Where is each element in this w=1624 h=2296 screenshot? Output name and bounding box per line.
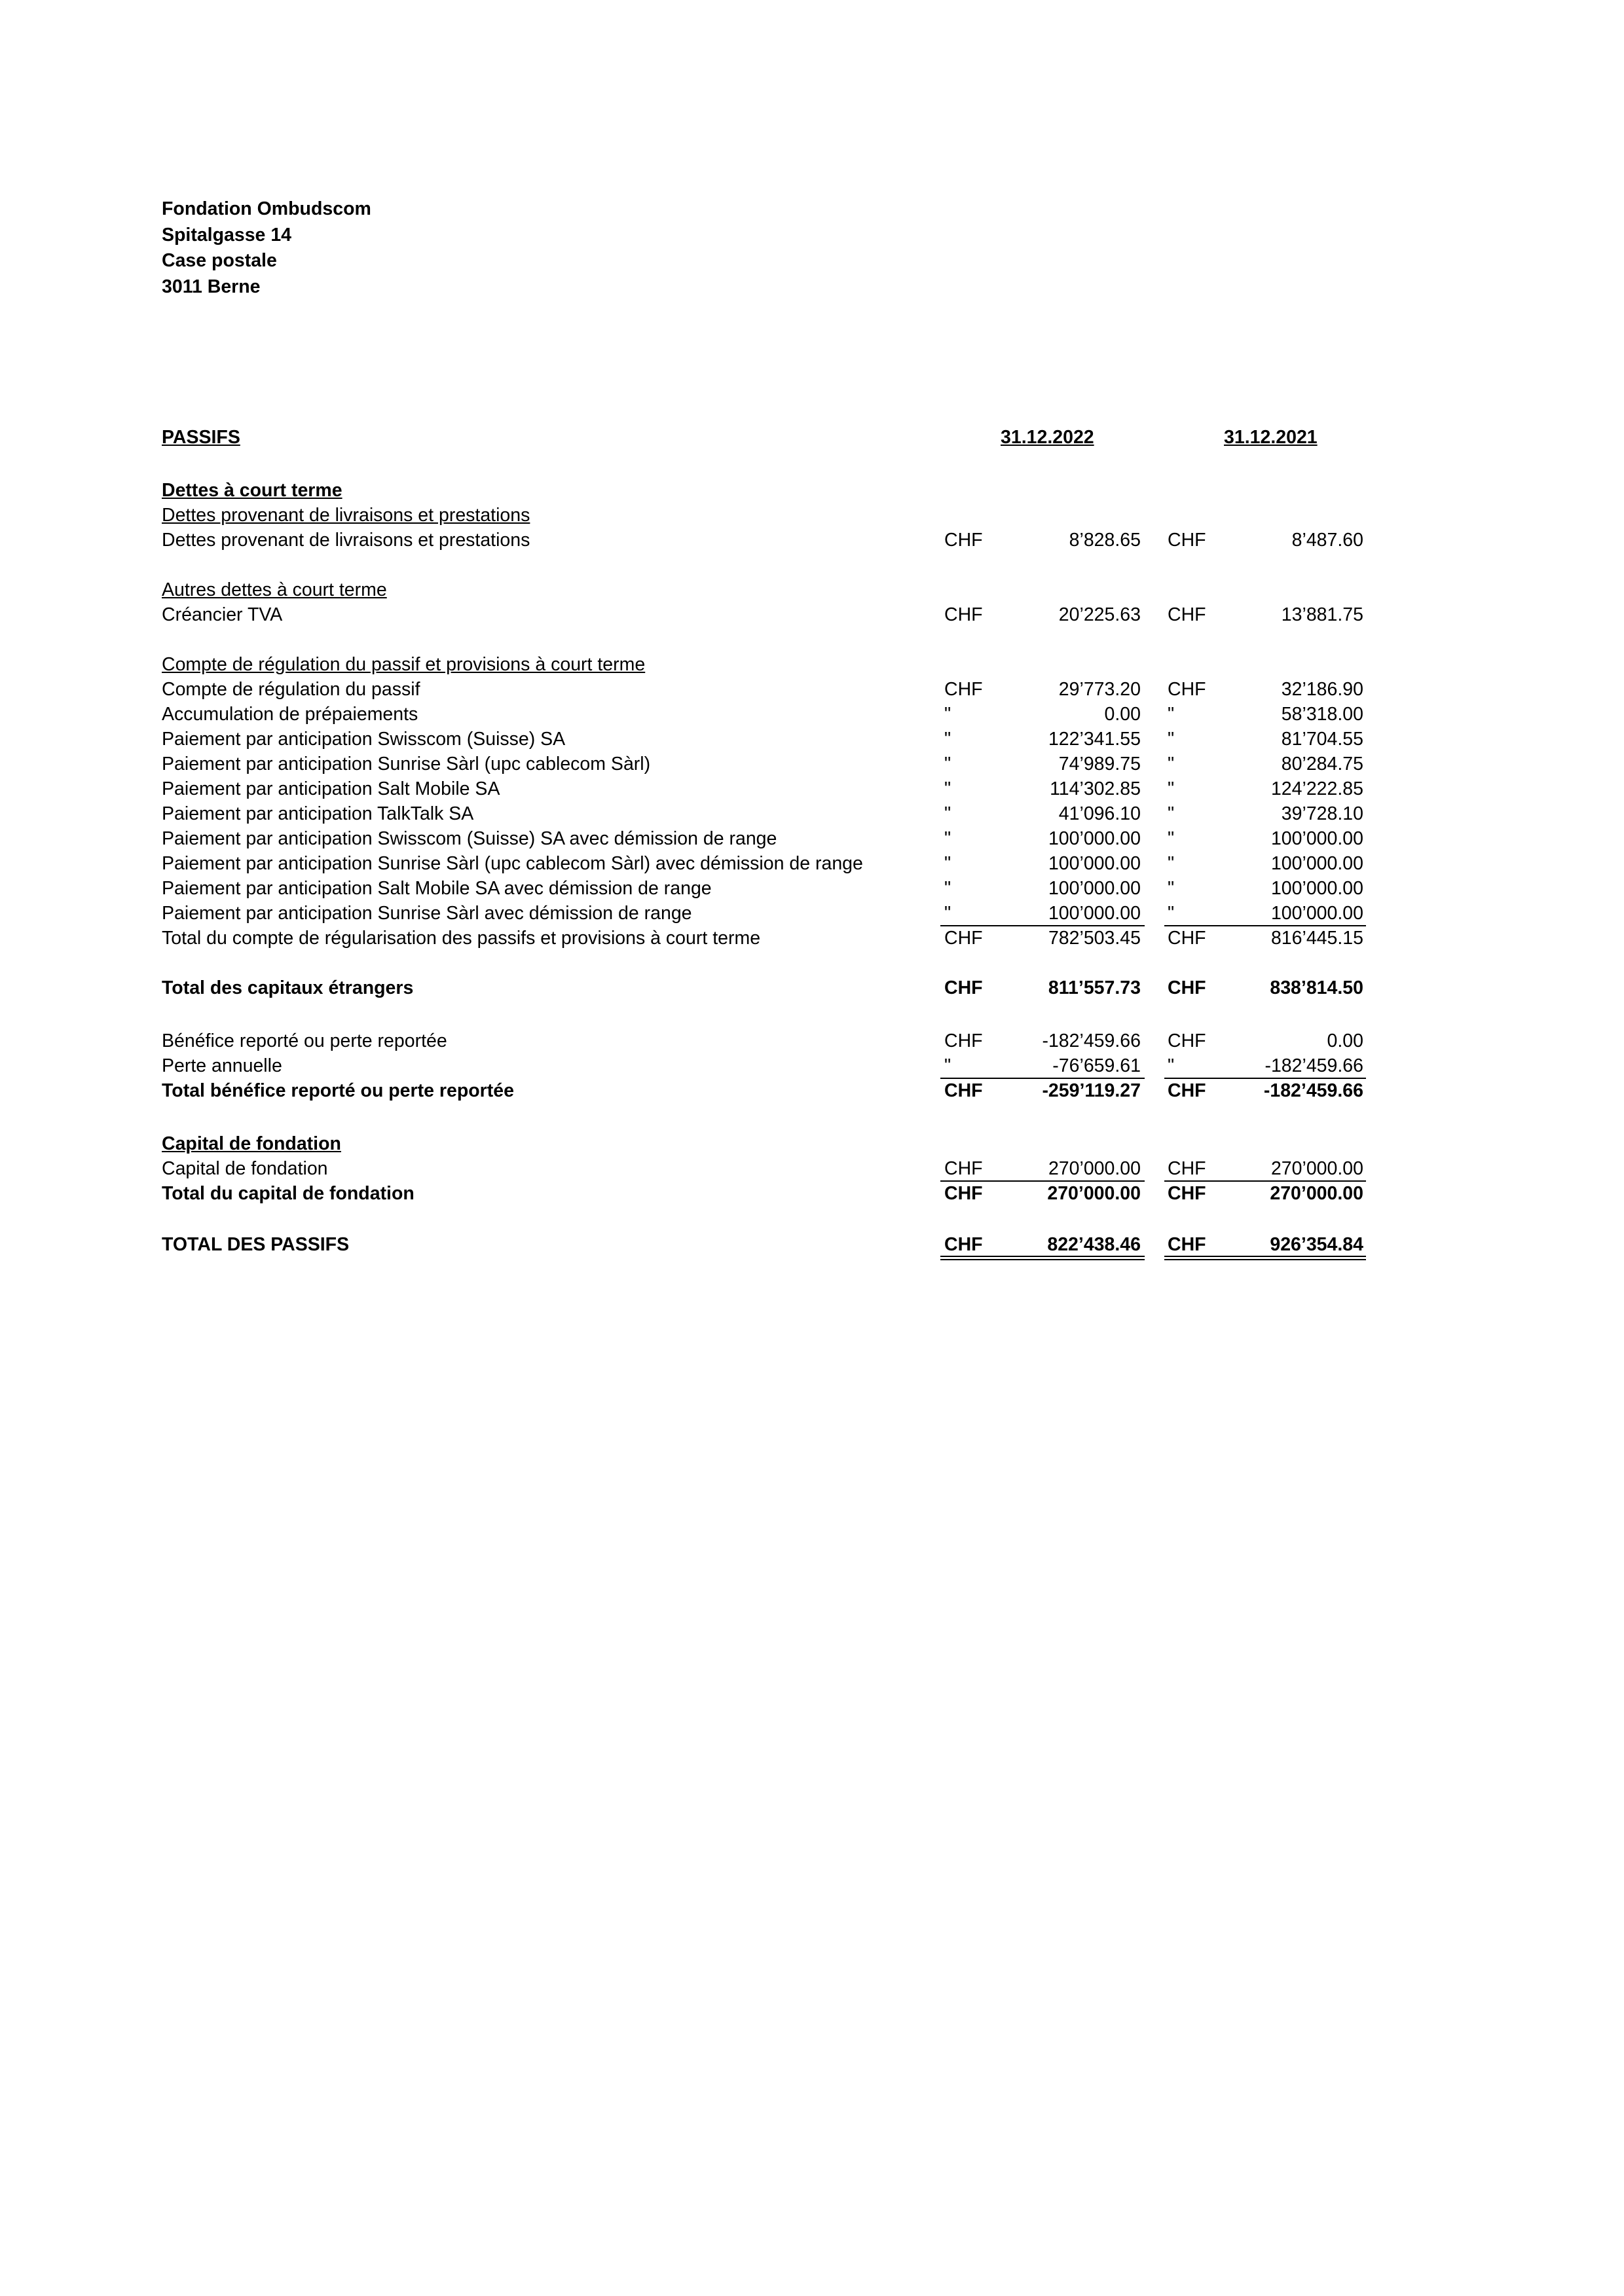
amount-2022: -259’119.27	[1042, 1080, 1141, 1101]
sum-rule	[1164, 1078, 1366, 1079]
currency-2021: CHF	[1168, 1080, 1206, 1101]
currency-2022: "	[944, 878, 951, 899]
amount-2022: 100’000.00	[1048, 903, 1141, 924]
row-label: Dettes provenant de livraisons et prestations	[162, 505, 530, 526]
table-row	[0, 1235, 1624, 1260]
column-header-2021: 31.12.2021	[1224, 427, 1318, 448]
address-line-street: Spitalgasse 14	[162, 224, 292, 246]
section-title: PASSIFS	[162, 427, 240, 448]
row-label: Paiement par anticipation TalkTalk SA	[162, 803, 474, 824]
sum-rule	[940, 1078, 1145, 1079]
amount-2021: 13’881.75	[1281, 604, 1363, 625]
currency-2022: CHF	[944, 530, 983, 551]
amount-2022: 822’438.46	[1047, 1234, 1141, 1255]
table-row	[0, 530, 1624, 555]
currency-2021: "	[1168, 853, 1175, 874]
sum-rule	[1164, 925, 1366, 926]
currency-2022: CHF	[944, 1080, 983, 1101]
currency-2022: CHF	[944, 977, 983, 998]
total-double-rule	[1164, 1256, 1366, 1257]
amount-2022: 122’341.55	[1048, 729, 1141, 750]
row-label: Compte de régulation du passif	[162, 679, 420, 700]
amount-2021: -182’459.66	[1263, 1080, 1363, 1101]
table-row	[0, 779, 1624, 804]
amount-2021: 124’222.85	[1270, 778, 1363, 799]
row-label: Paiement par anticipation Salt Mobile SA	[162, 778, 500, 799]
currency-2022: CHF	[944, 1183, 983, 1204]
row-label: Paiement par anticipation Salt Mobile SA avec démission de range	[162, 878, 712, 899]
row-label: Compte de régulation du passif et provisions à court terme	[162, 654, 646, 675]
table-row	[0, 804, 1624, 829]
amount-2021: 100’000.00	[1270, 828, 1363, 849]
currency-2022: "	[944, 754, 951, 774]
sum-rule	[940, 1180, 1145, 1182]
row-label: Total du compte de régularisation des passifs et provisions à court terme	[162, 928, 761, 949]
total-double-rule	[1164, 1259, 1366, 1260]
amount-2021: 0.00	[1327, 1030, 1363, 1051]
currency-2021: CHF	[1168, 1030, 1206, 1051]
row-label: Perte annuelle	[162, 1055, 282, 1076]
row-label: Paiement par anticipation Sunrise Sàrl (upc cablecom Sàrl)	[162, 754, 651, 774]
table-row	[0, 1184, 1624, 1209]
currency-2022: "	[944, 778, 951, 799]
amount-2021: 81’704.55	[1281, 729, 1363, 750]
table-row	[0, 879, 1624, 903]
amount-2022: -76’659.61	[1052, 1055, 1141, 1076]
currency-2021: "	[1168, 878, 1175, 899]
amount-2022: 0.00	[1104, 704, 1141, 725]
address-line-org: Fondation Ombudscom	[162, 198, 371, 219]
currency-2022: "	[944, 853, 951, 874]
row-label: Dettes à court terme	[162, 480, 342, 501]
amount-2022: 782’503.45	[1048, 928, 1141, 949]
row-label: Total bénéfice reporté ou perte reportée	[162, 1080, 514, 1101]
amount-2021: 32’186.90	[1281, 679, 1363, 700]
amount-2022: 29’773.20	[1058, 679, 1141, 700]
sum-rule	[1164, 1180, 1366, 1182]
currency-2021: "	[1168, 704, 1175, 725]
amount-2021: -182’459.66	[1264, 1055, 1363, 1076]
currency-2021: "	[1168, 778, 1175, 799]
sum-rule	[940, 925, 1145, 926]
table-row	[0, 1056, 1624, 1081]
amount-2022: 100’000.00	[1048, 828, 1141, 849]
table-row	[0, 605, 1624, 630]
currency-2022: "	[944, 1055, 951, 1076]
table-row	[0, 1081, 1624, 1106]
currency-2021: CHF	[1168, 604, 1206, 625]
table-row	[0, 1134, 1624, 1159]
amount-2021: 838’814.50	[1270, 977, 1363, 998]
table-row	[0, 704, 1624, 729]
table-row	[0, 680, 1624, 704]
amount-2021: 8’487.60	[1291, 530, 1363, 551]
amount-2022: 8’828.65	[1069, 530, 1141, 551]
amount-2021: 100’000.00	[1270, 878, 1363, 899]
currency-2022: CHF	[944, 604, 983, 625]
currency-2021: "	[1168, 1055, 1175, 1076]
currency-2021: CHF	[1168, 679, 1206, 700]
currency-2022: CHF	[944, 1158, 983, 1179]
table-row	[0, 903, 1624, 928]
address-block	[162, 196, 371, 300]
row-label: Paiement par anticipation Sunrise Sàrl (upc cablecom Sàrl) avec démission de range	[162, 853, 863, 874]
table-row	[0, 928, 1624, 953]
table-row	[0, 1031, 1624, 1056]
column-header-2022: 31.12.2022	[1001, 427, 1094, 448]
amount-2021: 270’000.00	[1270, 1158, 1363, 1179]
currency-2021: "	[1168, 754, 1175, 774]
amount-2022: 270’000.00	[1047, 1183, 1141, 1204]
amount-2021: 926’354.84	[1270, 1234, 1363, 1255]
row-label: Paiement par anticipation Swisscom (Suisse) SA	[162, 729, 566, 750]
currency-2021: CHF	[1168, 1183, 1206, 1204]
currency-2022: "	[944, 704, 951, 725]
row-label: Total du capital de fondation	[162, 1183, 415, 1204]
row-label: TOTAL DES PASSIFS	[162, 1234, 350, 1255]
amount-2021: 80’284.75	[1281, 754, 1363, 774]
amount-2022: 270’000.00	[1048, 1158, 1141, 1179]
address-line-box: Case postale	[162, 250, 277, 271]
row-label: Capital de fondation	[162, 1158, 328, 1179]
currency-2022: "	[944, 803, 951, 824]
row-label: Paiement par anticipation Sunrise Sàrl avec démission de range	[162, 903, 692, 924]
amount-2021: 816’445.15	[1270, 928, 1363, 949]
currency-2022: CHF	[944, 1234, 983, 1255]
amount-2022: 114’302.85	[1050, 778, 1141, 799]
amount-2021: 100’000.00	[1270, 853, 1363, 874]
amount-2022: 20’225.63	[1058, 604, 1141, 625]
currency-2021: "	[1168, 729, 1175, 750]
row-label: Autres dettes à court terme	[162, 579, 387, 600]
row-label: Total des capitaux étrangers	[162, 977, 414, 998]
row-label: Dettes provenant de livraisons et prestations	[162, 530, 530, 551]
currency-2021: CHF	[1168, 928, 1206, 949]
table-row	[0, 729, 1624, 754]
table-row	[0, 854, 1624, 879]
row-label: Créancier TVA	[162, 604, 283, 625]
currency-2021: CHF	[1168, 1234, 1206, 1255]
amount-2022: -182’459.66	[1042, 1030, 1141, 1051]
amount-2022: 74’989.75	[1058, 754, 1141, 774]
amount-2022: 100’000.00	[1048, 878, 1141, 899]
amount-2021: 39’728.10	[1281, 803, 1363, 824]
currency-2021: CHF	[1168, 1158, 1206, 1179]
table-row	[0, 505, 1624, 530]
currency-2021: CHF	[1168, 977, 1206, 998]
table-row	[0, 655, 1624, 680]
amount-2022: 811’557.73	[1048, 977, 1141, 998]
currency-2022: CHF	[944, 928, 983, 949]
currency-2022: CHF	[944, 1030, 983, 1051]
table-row	[0, 580, 1624, 605]
table-row	[0, 978, 1624, 1003]
row-label: Accumulation de prépaiements	[162, 704, 418, 725]
address-line-city: 3011 Berne	[162, 276, 261, 297]
currency-2021: "	[1168, 803, 1175, 824]
amount-2021: 58’318.00	[1281, 704, 1363, 725]
table-row	[0, 754, 1624, 779]
total-double-rule	[940, 1259, 1145, 1260]
row-label: Paiement par anticipation Swisscom (Suisse) SA avec démission de range	[162, 828, 777, 849]
currency-2021: "	[1168, 903, 1175, 924]
table-row	[0, 481, 1624, 505]
amount-2021: 270’000.00	[1270, 1183, 1363, 1204]
total-double-rule	[940, 1256, 1145, 1257]
amount-2021: 100’000.00	[1270, 903, 1363, 924]
currency-2022: "	[944, 828, 951, 849]
row-label: Bénéfice reporté ou perte reportée	[162, 1030, 447, 1051]
currency-2022: "	[944, 729, 951, 750]
currency-2021: "	[1168, 828, 1175, 849]
amount-2022: 41’096.10	[1058, 803, 1141, 824]
table-row	[0, 829, 1624, 854]
currency-2022: "	[944, 903, 951, 924]
amount-2022: 100’000.00	[1048, 853, 1141, 874]
currency-2022: CHF	[944, 679, 983, 700]
table-row	[0, 1159, 1624, 1184]
row-label: Capital de fondation	[162, 1133, 341, 1154]
currency-2021: CHF	[1168, 530, 1206, 551]
